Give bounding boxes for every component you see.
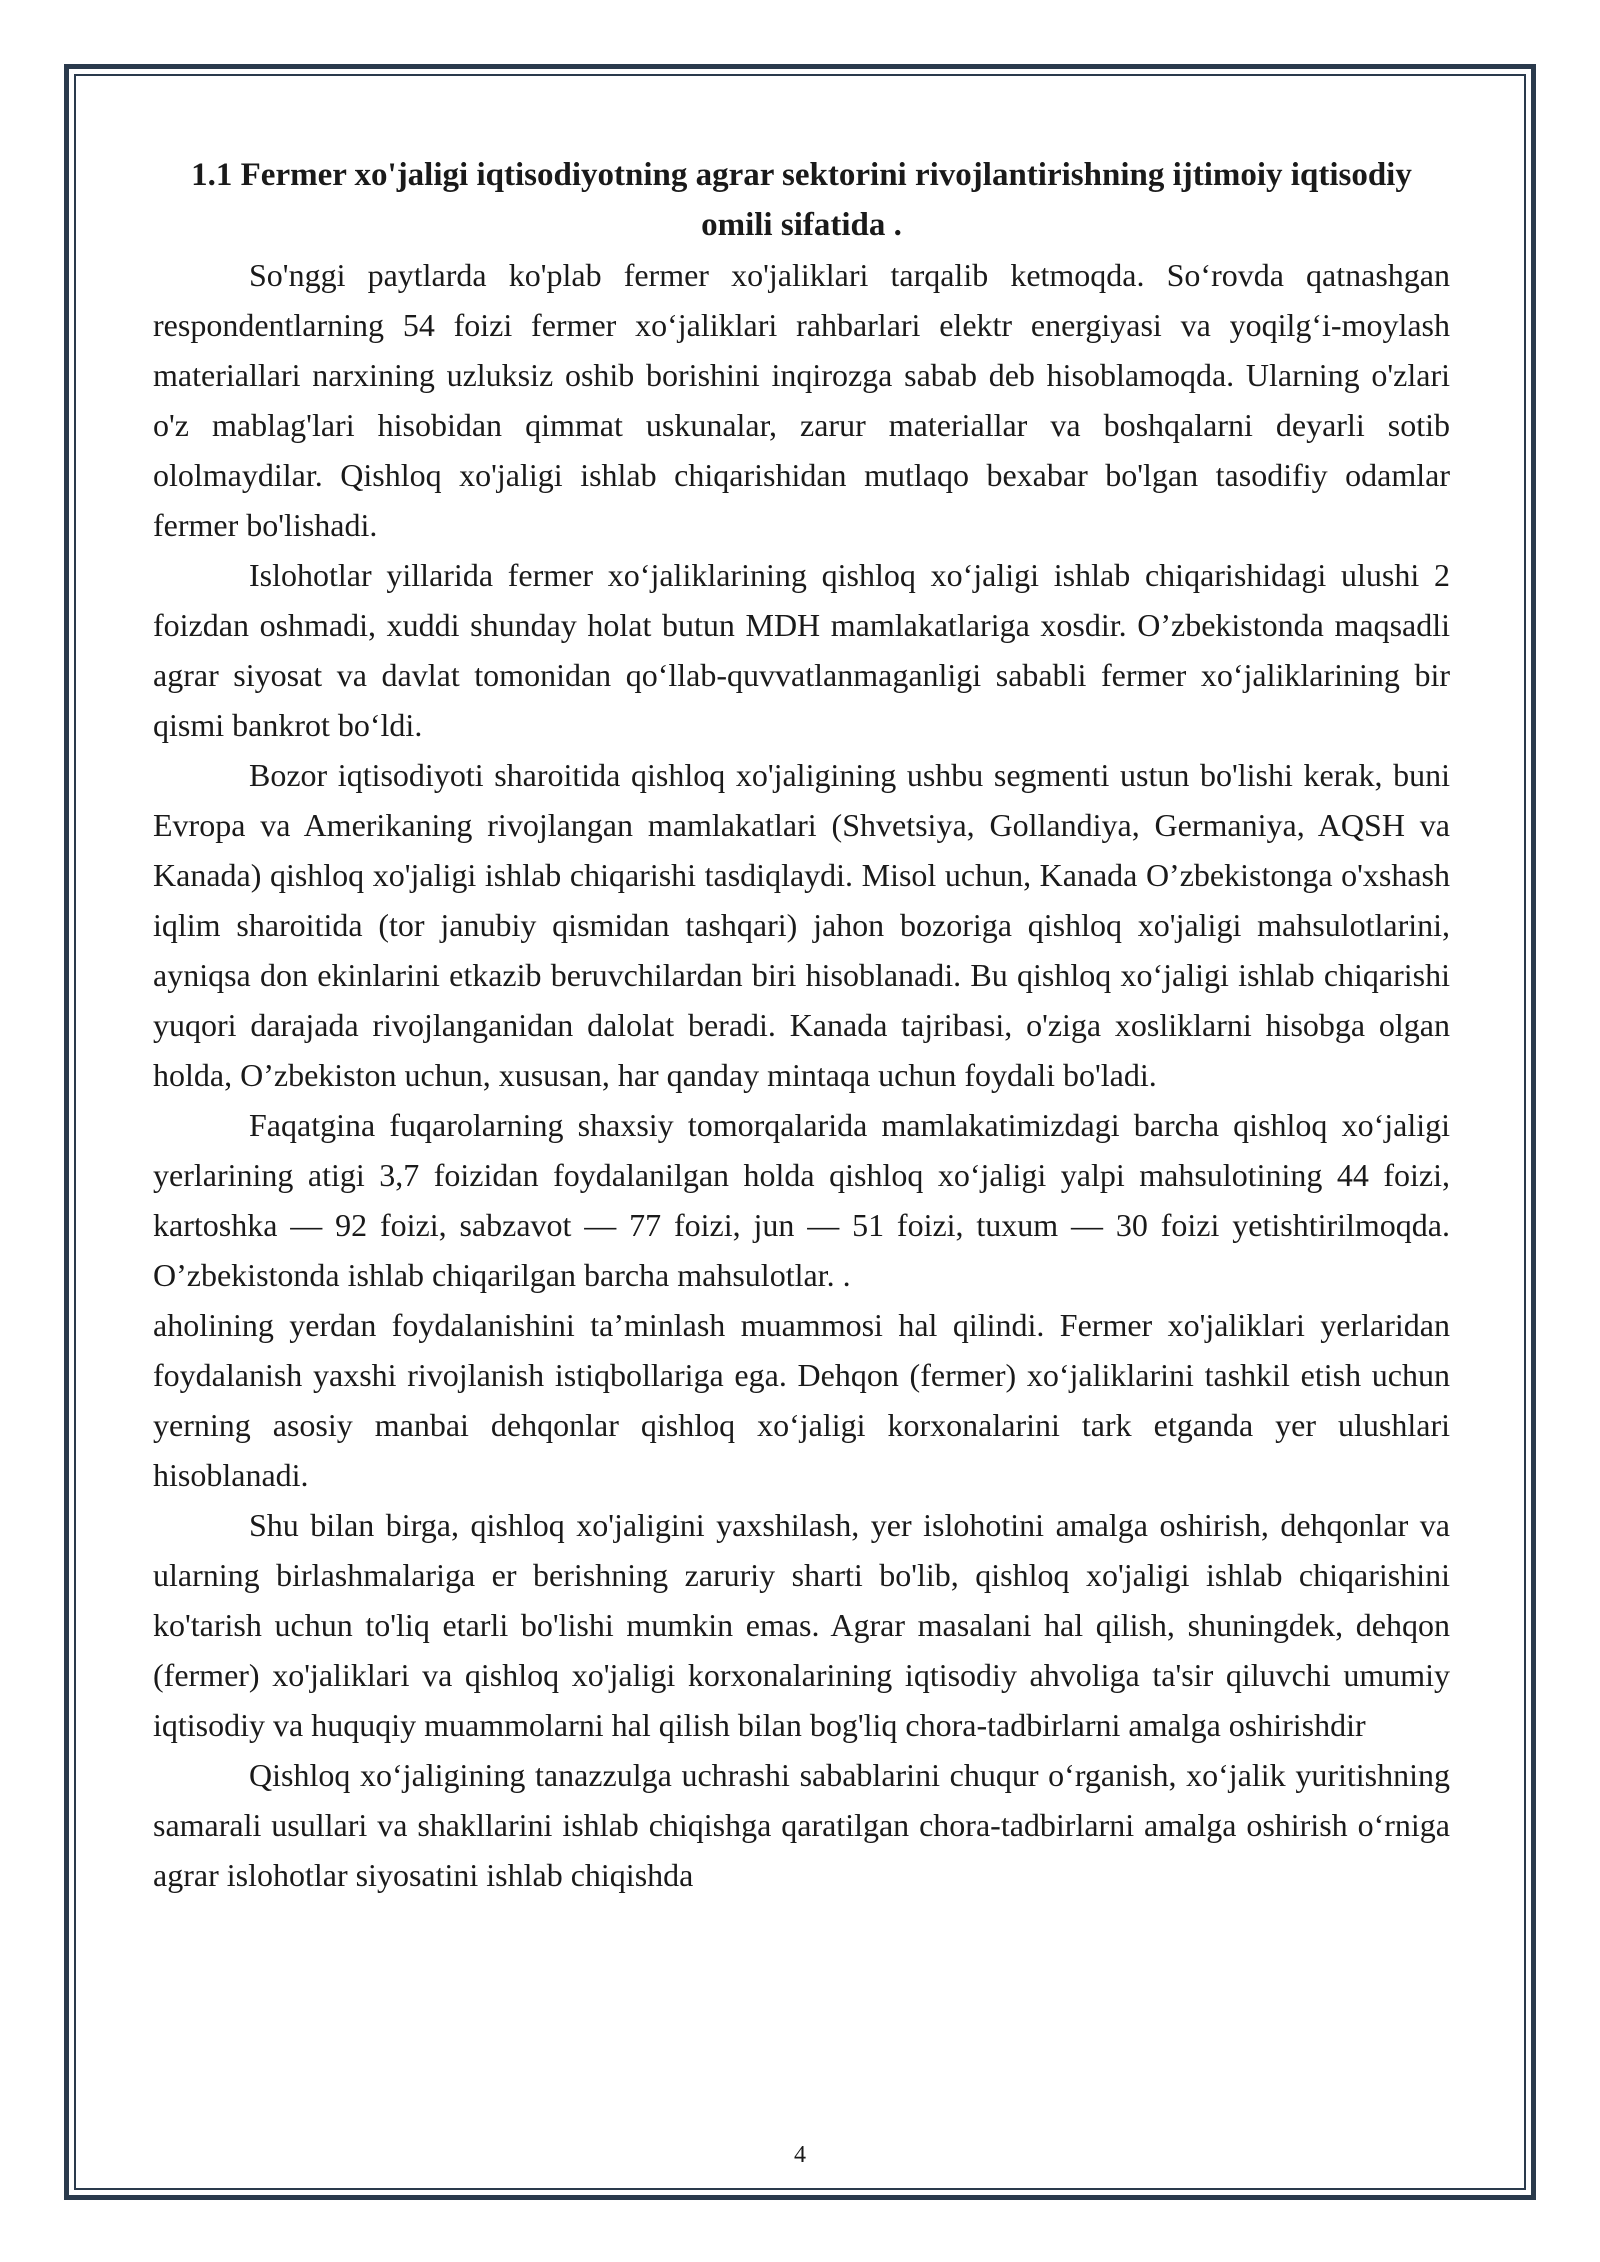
page-number: 4 [794, 2142, 806, 2168]
paragraph-4: Faqatgina fuqarolarning shaxsiy tomorqalarida mamlakatimizdagi barcha qishloq xo‘jaligi yerlarining atigi 3,7 foizidan foydalanilgan holda qishloq xo‘jaligi yalpi mahsulotining 44 foizi, kartoshka — 92 foizi, sabzavot — 77 foizi, jun — 51 foizi, tuxum — 30 foizi yetishtirilmoqda. O’zbekistonda ishlab chiqarilgan barcha mahsulotlar. . [153, 1107, 1450, 1293]
paragraph-6: Shu bilan birga, qishloq xo'jaligini yaxshilash, yer islohotini amalga oshirish, dehqonlar va ularning birlashmalariga er berishning zaruriy sharti bo'lib, qishloq xo'jaligi ishlab chiqarishini ko'tarish uchun to'liq etarli bo'lishi mumkin emas. Agrar masalani hal qilish, shuningdek, dehqon (fermer) xo'jaliklari va qishloq xo'jaligi korxonalarining iqtisodiy ahvoliga ta'sir qiluvchi umumiy iqtisodiy va huquqiy muammolarni hal qilish bilan bog'liq chora-tadbirlarni amalga oshirishdir [153, 1507, 1450, 1743]
paragraph-7: Qishloq xo‘jaligining tanazzulga uchrashi sabablarini chuqur o‘rganish, xo‘jalik yuritishning samarali usullari va shakllarini ishlab chiqishga qaratilgan chora-tadbirlarni amalga oshirish o‘rniga agrar islohotlar siyosatini ishlab chiqishda [153, 1757, 1450, 1893]
page-content [153, 150, 1450, 1900]
paragraph-3: Bozor iqtisodiyoti sharoitida qishloq xo'jaligining ushbu segmenti ustun bo'lishi kerak, buni Evropa va Amerikaning rivojlangan mamlakatlari (Shvetsiya, Gollandiya, Germaniya, AQSH va Kanada) qishloq xo'jaligi ishlab chiqarishi tasdiqlaydi. Misol uchun, Kanada O’zbekistonga o'xshash iqlim sharoitida (tor janubiy qismidan tashqari) jahon bozoriga qishloq xo'jaligi mahsulotlarini, ayniqsa don ekinlarini etkazib beruvchilardan biri hisoblanadi. Bu qishloq xo‘jaligi ishlab chiqarishi yuqori darajada rivojlanganidan dalolat beradi. Kanada tajribasi, o'ziga xosliklarni hisobga olgan holda, O’zbekiston uchun, xususan, har qanday mintaqa uchun foydali bo'ladi. [153, 757, 1450, 1093]
section-title: 1.1 Fermer xo'jaligi iqtisodiyotning agrar sektorini rivojlantirishning ijtimoiy iqtisodiy omili sifatida . [191, 157, 1412, 243]
paragraph-1: So'nggi paytlarda ko'plab fermer xo'jaliklari tarqalib ketmoqda. So‘rovda qatnashgan respondentlarning 54 foizi fermer xo‘jaliklari rahbarlari elektr energiyasi va yoqilg‘i-moylash materiallari narxining uzluksiz oshib borishini inqirozga sabab deb hisoblamoqda. Ularning o'zlari o'z mablag'lari hisobidan qimmat uskunalar, zarur materiallar va boshqalarni deyarli sotib ololmaydilar. Qishloq xo'jaligi ishlab chiqarishidan mutlaqo bexabar bo'lgan tasodifiy odamlar fermer bo'lishadi. [153, 257, 1450, 543]
paragraph-2: Islohotlar yillarida fermer xo‘jaliklarining qishloq xo‘jaligi ishlab chiqarishidagi ulushi 2 foizdan oshmadi, xuddi shunday holat butun MDH mamlakatlariga xosdir. O’zbekistonda maqsadli agrar siyosat va davlat tomonidan qo‘llab-quvvatlanmaganligi sababli fermer xo‘jaliklarining bir qismi bankrot bo‘ldi. [153, 557, 1450, 743]
paragraph-5: aholining yerdan foydalanishini ta’minlash muammosi hal qilindi. Fermer xo'jaliklari yerlaridan foydalanish yaxshi rivojlanish istiqbollariga ega. Dehqon (fermer) xo‘jaliklarini tashkil etish uchun yerning asosiy manbai dehqonlar qishloq xo‘jaligi korxonalarini tark etganda yer ulushlari hisoblanadi. [153, 1307, 1450, 1493]
